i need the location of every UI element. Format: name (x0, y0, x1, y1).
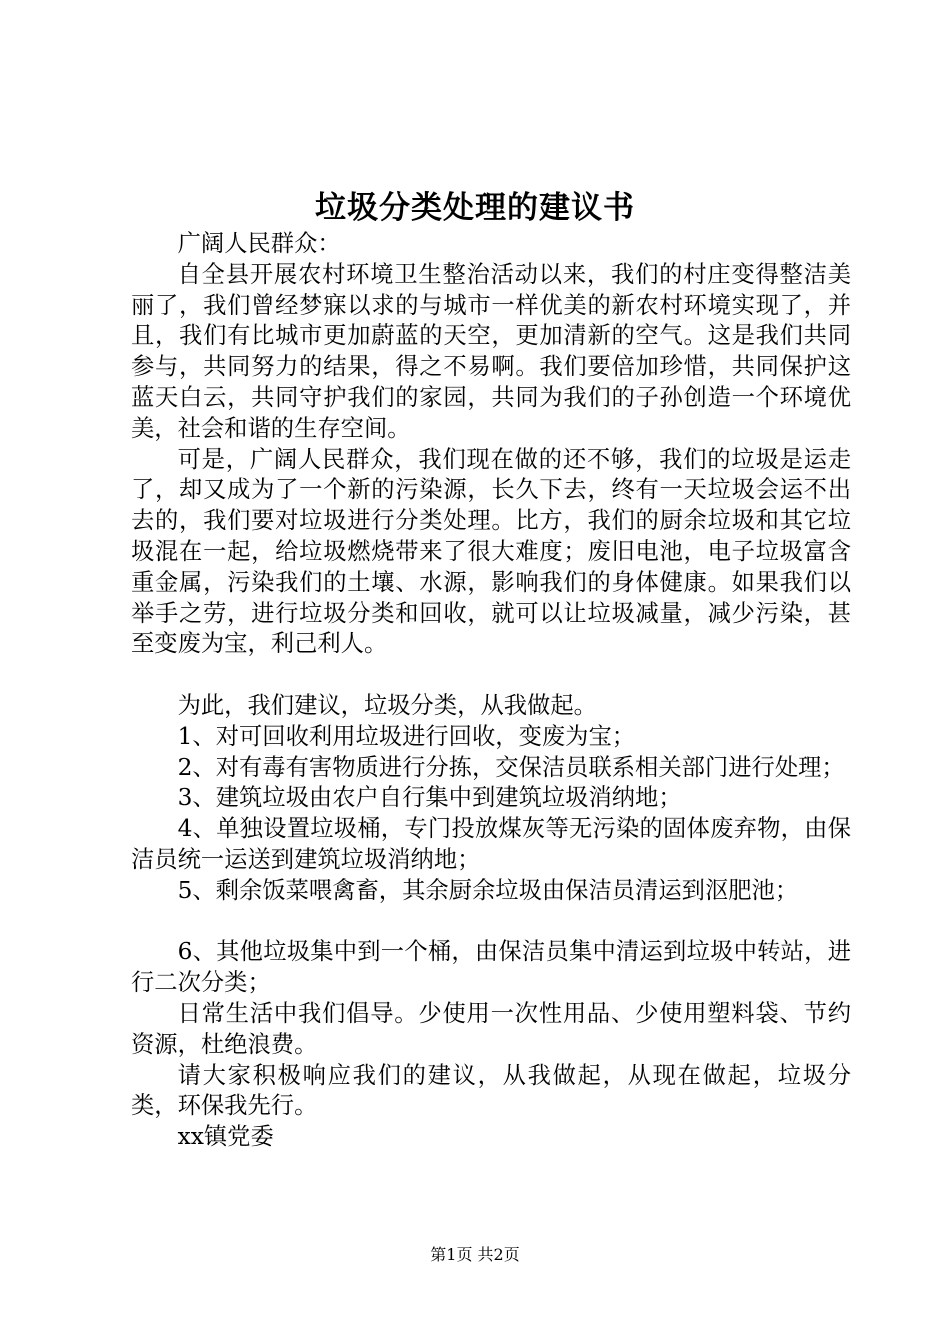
paragraph-intro: 自全县开展农村环境卫生整治活动以来，我们的村庄变得整洁美丽了，我们曾经梦寐以求的与城市一样优美的新农村环境实现了，并且，我们有比城市更加蔚蓝的天空，更加清新的空气。这是我们共同参与，共同努力的结果，得之不易啊。我们要倍加珍惜，共同保护这蓝天白云，共同守护我们的家园，共同为我们的子孙创造一个环境优美，社会和谐的生存空间。 (131, 260, 851, 442)
list-item: 2、对有毒有害物质进行分拣，交保洁员联系相关部门进行处理； (177, 753, 845, 781)
list-item: 4、单独设置垃圾桶，专门投放煤灰等无污染的固体废弃物，由保洁员统一运送到建筑垃圾消纳地； (131, 815, 851, 873)
document-title: 垃圾分类处理的建议书 (315, 190, 635, 226)
document-body (131, 229, 851, 1153)
list-item: 3、建筑垃圾由农户自行集中到建筑垃圾消纳地； (177, 784, 682, 812)
paragraph-daily-life: 日常生活中我们倡导。少使用一次性用品、少使用塑料袋、节约资源，杜绝浪费。 (131, 999, 851, 1058)
page-footer: 第1页 共2页 (430, 1245, 520, 1264)
list-item: 6、其他垃圾集中到一个桶，由保洁员集中清运到垃圾中转站，进行二次分类； (131, 938, 851, 997)
list-item: 5、剩余饭菜喂禽畜，其余厨余垃圾由保洁员清运到沤肥池； (177, 876, 799, 904)
paragraph-problem: 可是，广阔人民群众，我们现在做的还不够，我们的垃圾是运走了，却又成为了一个新的污染源，长久下去，终有一天垃圾会运不出去的，我们要对垃圾进行分类处理。比方，我们的厨余垃圾和其它垃圾混在一起，给垃圾燃烧带来了很大难度；废旧电池，电子垃圾富含重金属，污染我们的土壤、水源，影响我们的身体健康。如果我们以举手之劳，进行垃圾分类和回收，就可以让垃圾减量，减少污染，甚至变废为宝，利己利人。 (131, 445, 851, 658)
signature: xx镇党委 (177, 1123, 274, 1151)
paragraph-proposal: 为此，我们建议，垃圾分类，从我做起。 (177, 691, 597, 719)
list-item: 1、对可回收利用垃圾进行回收，变废为宝； (177, 722, 636, 750)
salutation: 广阔人民群众： (177, 230, 341, 257)
paragraph-call-to-action: 请大家积极响应我们的建议，从我做起，从现在做起，垃圾分类，环保我先行。 (131, 1061, 851, 1120)
